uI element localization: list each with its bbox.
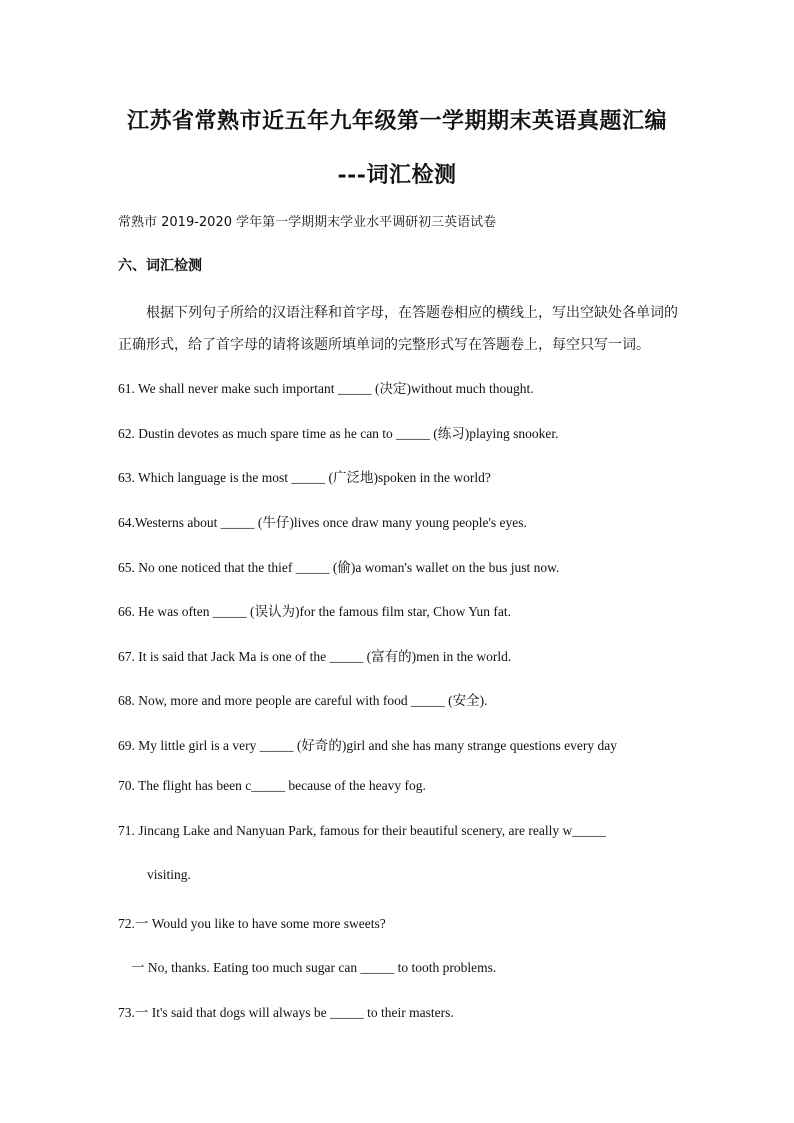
question-61: 61. We shall never make such important _____ (决定)without much thought.	[118, 381, 534, 396]
question-72: 72.一 Would you like to have some more sweets?	[118, 916, 386, 931]
question-67: 67. It is said that Jack Ma is one of the _____ (富有的)men in the world.	[118, 649, 512, 664]
question-65: 65. No one noticed that the thief _____ (偷)a woman's wallet on the bus just now.	[118, 560, 560, 575]
instruction-paragraph: 根据下列句子所给的汉语注释和首字母，在答题卷相应的横线上，写出空缺处各单词的正确形式，给了首字母的请将该题所填单词的完整形式写在答题卷上，每空只写一词。	[118, 305, 678, 353]
question-70: 70. The flight has been c_____ because of the heavy fog.	[118, 778, 426, 793]
section-heading: 六、词汇检测	[118, 258, 202, 274]
question-71-continuation: visiting.	[147, 867, 191, 882]
document-title: 江苏省常熟市近五年九年级第一学期期末英语真题汇编	[126, 108, 667, 134]
question-73: 73.一 It's said that dogs will always be _____ to their masters.	[118, 1005, 454, 1020]
document-subtitle-title: ---词汇检测	[337, 162, 457, 188]
question-66: 66. He was often _____ (误认为)for the famous film star, Chow Yun fat.	[118, 604, 512, 619]
question-62: 62. Dustin devotes as much spare time as he can to _____ (练习)playing snooker.	[118, 426, 559, 441]
exam-source: 常熟市 2019-2020 学年第一学期期末学业水平调研初三英语试卷	[118, 215, 497, 230]
question-63: 63. Which language is the most _____ (广泛地)spoken in the world?	[118, 470, 491, 485]
question-71: 71. Jincang Lake and Nanyuan Park, famous for their beautiful scenery, are really w_____	[118, 823, 606, 838]
question-72-response: 一 No, thanks. Eating too much sugar can _____ to tooth problems.	[131, 960, 497, 975]
question-64: 64.Westerns about _____ (牛仔)lives once draw many young people's eyes.	[118, 515, 527, 530]
question-69: 69. My little girl is a very _____ (好奇的)girl and she has many strange questions every day	[118, 738, 618, 753]
question-68: 68. Now, more and more people are careful with food _____ (安全).	[118, 693, 488, 708]
